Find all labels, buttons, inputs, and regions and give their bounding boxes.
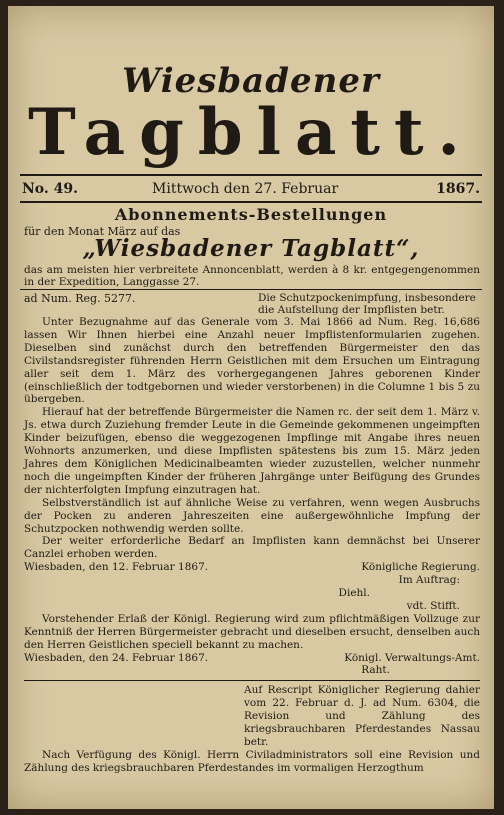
notice-body xyxy=(24,316,480,775)
notice1-line1: für den Monat März auf das xyxy=(24,225,181,238)
notice3-sig1: Königl. Verwaltungs-Amt. xyxy=(344,651,480,664)
notice2-paragraph: Der weiter erforderliche Bedarf an Impflisten kann demnächst bei Unserer Canzlei erhoben werden. xyxy=(24,535,480,561)
notice1-paper-name: „Wiesbadener Tagblatt“, xyxy=(82,235,420,262)
notice2-sign-line xyxy=(24,561,480,574)
notice2-sig2: Im Auftrag: xyxy=(398,574,460,587)
rule-top xyxy=(20,174,482,176)
notice2-place-date: Wiesbaden, den 12. Februar 1867. xyxy=(24,561,209,574)
notice2-paragraph: Unter Bezugnahme auf das Generale vom 3. Mai 1866 ad Num. Reg. 16,686 lassen Wir Ihnen hierbei eine Anzahl neuer Impflistenformularien zugehen. Dieselben sind zunächst durch den betreffenden Bürgermeister den das Civilstandsregister führenden Herrn Geistlichen mit dem Ersuchen um Eintragung aller seit dem 1. März des vorhergegangenen Jahres geborenen Kinder (einschließlich der todtgebornen und wieder verstorbenen) in die Columne 1 bis 5 zu übergeben. xyxy=(24,316,480,406)
dateline xyxy=(22,178,480,200)
notice3-sign-line xyxy=(24,652,480,665)
notice4-text: Nach Verfügung des Königl. Herrn Civiladministrators soll eine Revision und Zählung des kriegsbrauchbaren Pferdestandes im vormaligen Herzogthum xyxy=(24,748,480,774)
notice2-sig1: Königliche Regierung. xyxy=(361,561,480,574)
notice1-heading: Abonnements-Bestellungen xyxy=(114,205,388,224)
notice2-vdt: vdt. Stifft. xyxy=(406,599,460,612)
notice3-place-date: Wiesbaden, den 24. Februar 1867. xyxy=(24,651,209,664)
notice2-paragraph: Hierauf hat der betreffende Bürgermeister die Namen rc. der seit dem 1. März v. Js. etwa durch Zuziehung fremder Leute in die Gemeinde gekommenen ungeimpften Kinder beizufügen, ebenso die weggezogenen Impflinge mit Angabe ihres neuen Wohnorts anzumerken, und diese Impflisten spätestens bis zum 15. März jeden Jahres dem Königlichen Medicinalbeamten wieder zuzustellen, welcher nunmehr noch die ungeimpften Kinder der früheren Jahrgänge unter Beifügung des Grundes der nichterfolgten Impfung einzutragen hat. xyxy=(24,406,480,496)
notice3-text: Vorstehender Erlaß der Königl. Regierung wird zum pflichtmäßigen Vollzuge zur Kenntniß der Herren Bürgermeister gebracht und dieselben ersucht, denselben auch den Herren Geistlichen speciell bekannt zu machen. xyxy=(24,612,480,651)
notice4-right-text: Auf Rescript Königlicher Regierung dahier vom 22. Februar d. J. ad Num. 6304, die Revision und Zählung des kriegsbrauchbaren Pferdestandes Nassau betr. xyxy=(244,684,480,748)
notice2-paragraph: Selbstverständlich ist auf ähnliche Weise zu verfahren, wenn wegen Ausbruchs der Pocken zu anderen Jahreszeiten eine außergewöhnliche Impfung der Schutzpocken nothwendig werden sollte. xyxy=(24,496,480,535)
notice3-sig2: Raht. xyxy=(361,664,390,677)
rule-notice2 xyxy=(20,289,482,290)
rule-below-dateline xyxy=(20,201,482,203)
issue-year: 1867. xyxy=(436,181,480,197)
show-through-text xyxy=(16,10,486,60)
masthead-line2: Tagblatt. xyxy=(28,95,474,170)
notice2-sig3: Diehl. xyxy=(338,587,370,600)
notice2-ref: ad Num. Reg. 5277. xyxy=(24,292,136,305)
issue-number: No. 49. xyxy=(22,181,78,197)
notice2-title: Die Schutzpockenimpfung, insbesondere die Aufstellung der Impflisten betr. xyxy=(258,292,476,316)
issue-date: Mittwoch den 27. Februar xyxy=(152,181,339,197)
notice1-intro: das am meisten hier verbreitete Annoncenblatt, werden à 8 kr. entgegengenommen in der Expedition, Langgasse 27. xyxy=(24,264,480,288)
masthead-line1: Wiesbadener xyxy=(122,61,380,101)
newspaper-page xyxy=(8,6,494,809)
rule-notice4 xyxy=(24,680,480,681)
